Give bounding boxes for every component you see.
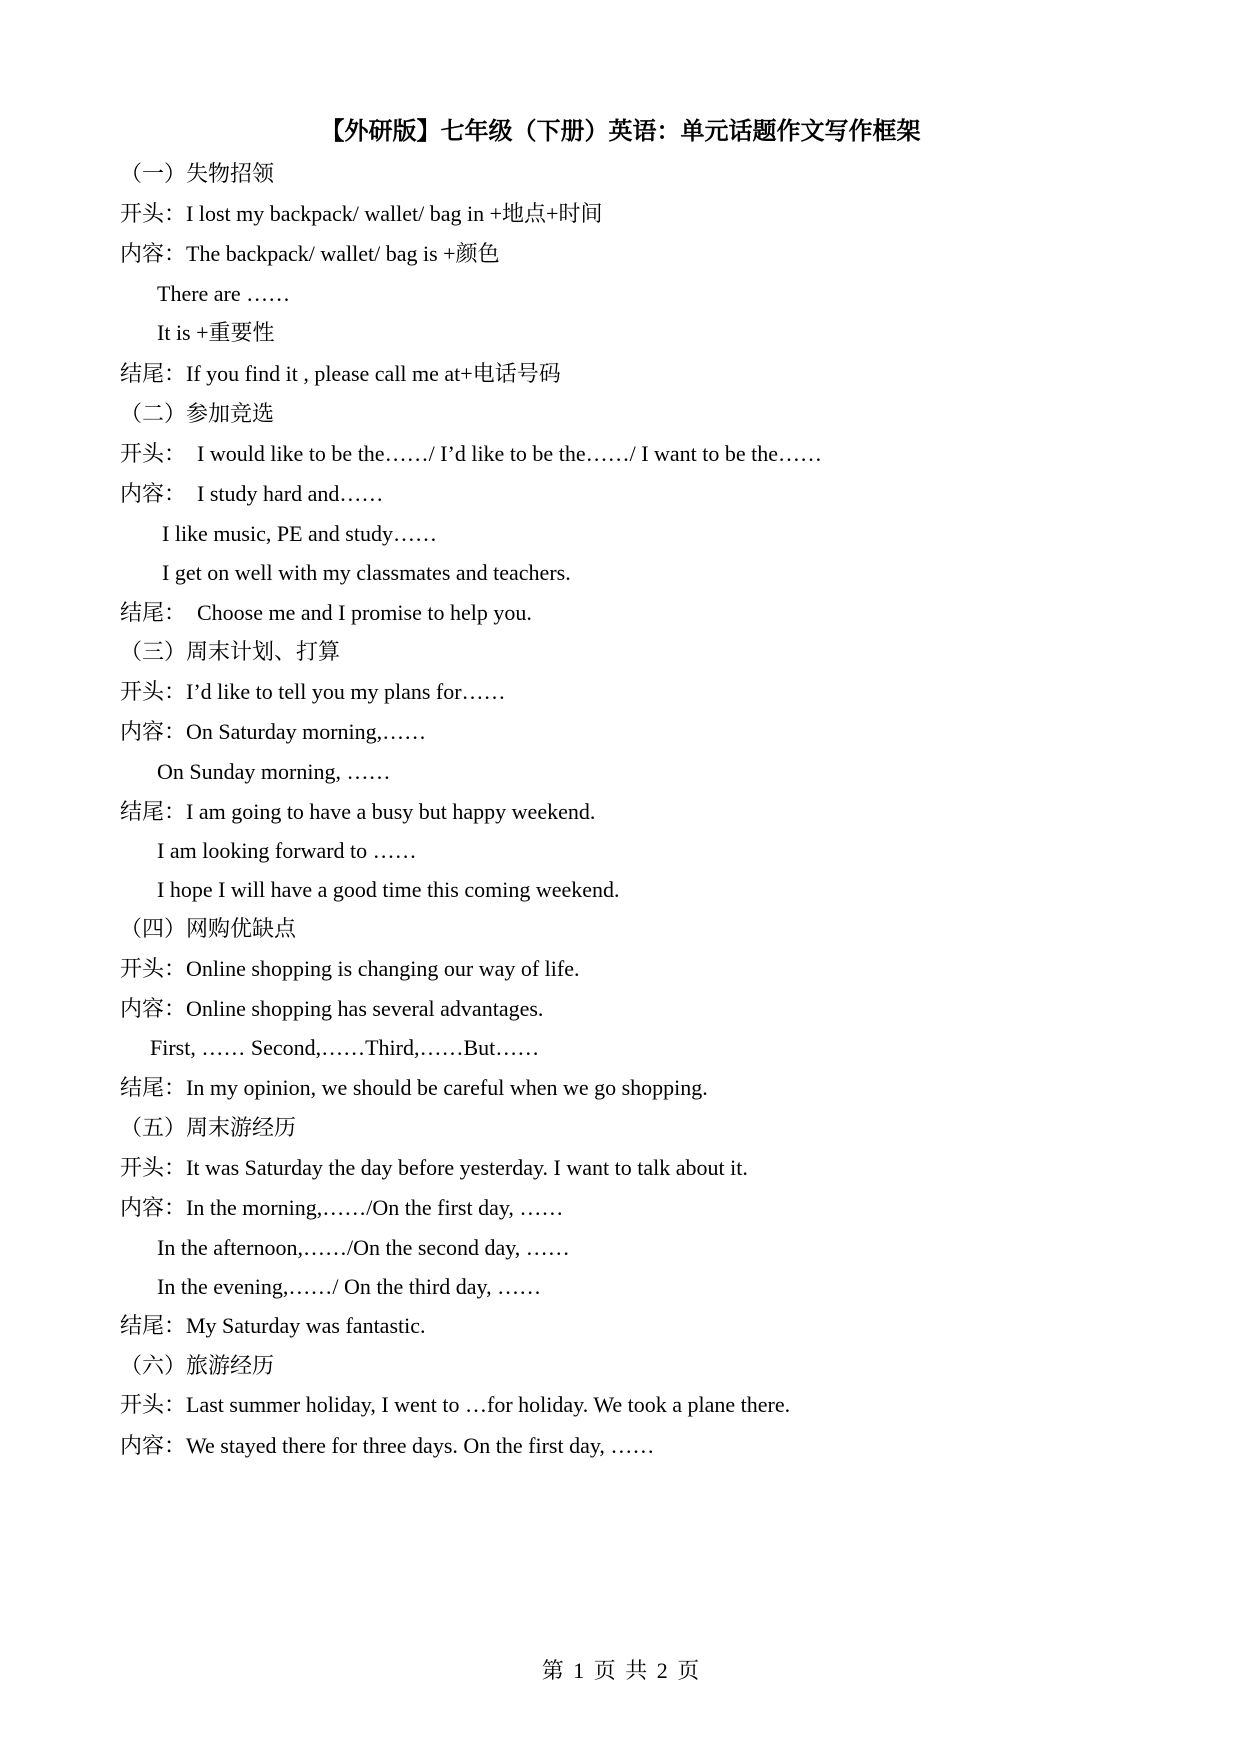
- section-heading-travel: （六）旅游经历: [120, 1353, 275, 1378]
- section-heading-weekend-trip: （五）周末游经历: [120, 1115, 297, 1140]
- text-line: I am looking forward to ……: [157, 838, 417, 863]
- text-line: 结尾：My Saturday was fantastic.: [120, 1313, 426, 1338]
- text-line: There are ……: [157, 281, 291, 306]
- text-line: 内容：The backpack/ wallet/ bag is +颜色: [120, 241, 500, 266]
- text-line: 开头：I’d like to tell you my plans for……: [120, 679, 506, 704]
- text-line: It is +重要性: [157, 320, 275, 345]
- text-line: In the afternoon,……/On the second day, ……: [157, 1235, 570, 1260]
- text-line: In the evening,……/ On the third day, ……: [157, 1274, 542, 1299]
- text-line: On Sunday morning, ……: [157, 759, 391, 784]
- page-footer: 第 1 页 共 2 页: [541, 1658, 700, 1683]
- text-line: I get on well with my classmates and teachers.: [162, 560, 571, 585]
- section-heading-lost-found: （一）失物招领: [120, 161, 275, 186]
- section-heading-election: （二）参加竞选: [120, 401, 275, 426]
- text-line: 结尾： Choose me and I promise to help you.: [120, 600, 532, 625]
- page-title: 【外研版】七年级（下册）英语：单元话题作文写作框架: [320, 119, 921, 145]
- section-heading-online-shopping: （四）网购优缺点: [120, 916, 297, 941]
- text-line: 内容：In the morning,……/On the first day, ……: [120, 1195, 564, 1220]
- text-line: 开头：I lost my backpack/ wallet/ bag in +地点+时间: [120, 201, 603, 226]
- text-line: 结尾：If you find it , please call me at+电话号码: [120, 361, 561, 386]
- text-line: I hope I will have a good time this coming weekend.: [157, 877, 620, 902]
- text-line: 开头： I would like to be the……/ I’d like to be the……/ I want to be the……: [120, 441, 823, 466]
- text-line: 开头：It was Saturday the day before yesterday. I want to talk about it.: [120, 1155, 748, 1180]
- text-line: 结尾：In my opinion, we should be careful when we go shopping.: [120, 1075, 708, 1100]
- text-line: I like music, PE and study……: [162, 521, 437, 546]
- text-line: 内容：Online shopping has several advantages.: [120, 996, 544, 1021]
- text-line: First, …… Second,……Third,……But……: [150, 1035, 540, 1060]
- text-line: 开头：Online shopping is changing our way of life.: [120, 956, 580, 981]
- text-line: 内容：We stayed there for three days. On the first day, ……: [120, 1433, 655, 1458]
- text-line: 内容： I study hard and……: [120, 481, 384, 506]
- text-line: 结尾：I am going to have a busy but happy weekend.: [120, 799, 596, 824]
- text-line: 开头：Last summer holiday, I went to …for holiday. We took a plane there.: [120, 1392, 791, 1417]
- section-heading-weekend-plans: （三）周末计划、打算: [120, 639, 341, 664]
- text-line: 内容：On Saturday morning,……: [120, 719, 427, 744]
